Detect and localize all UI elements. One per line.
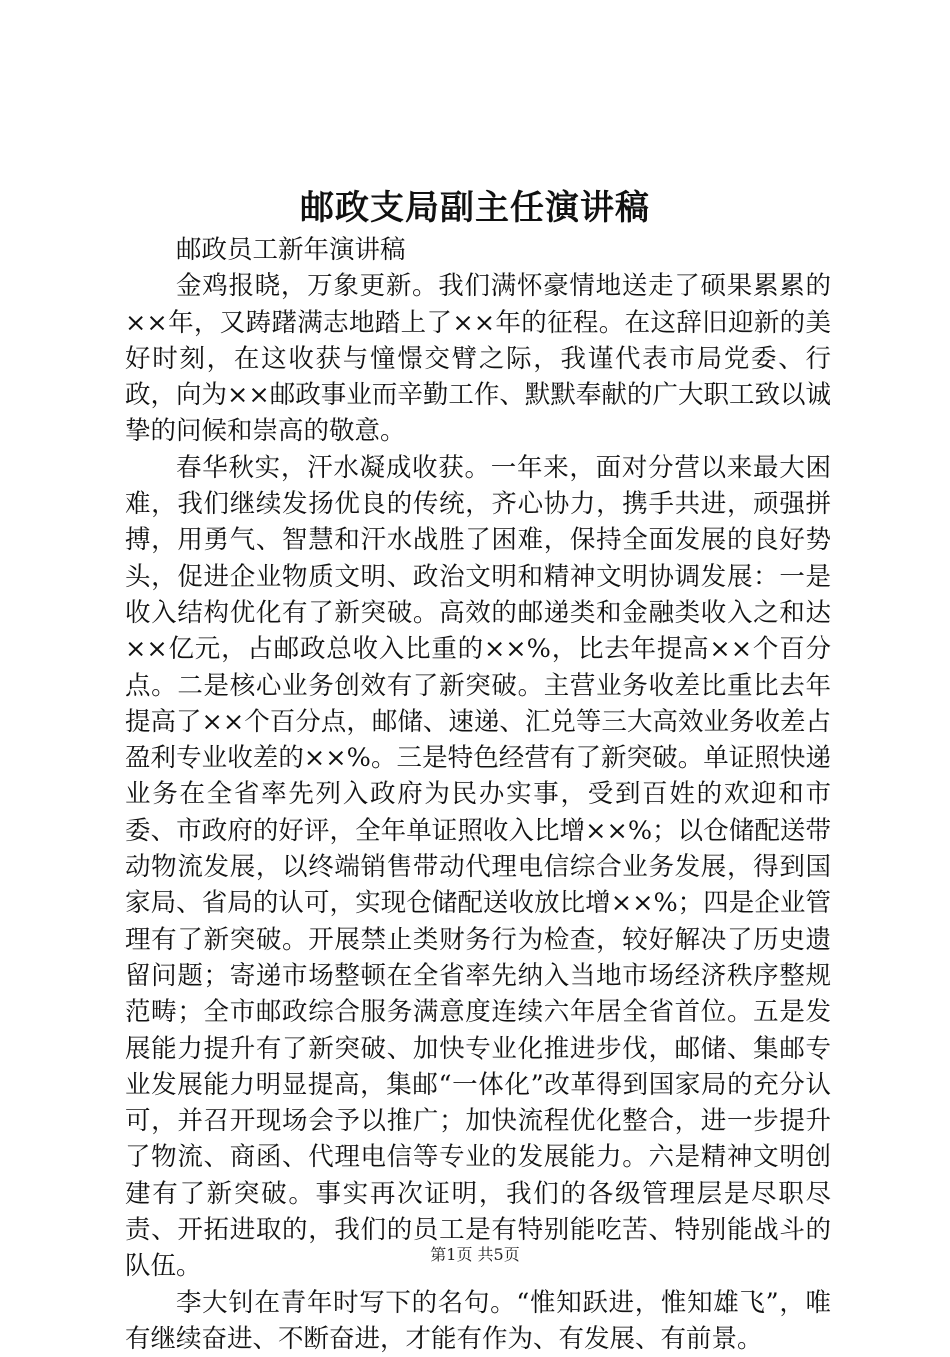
paragraph-greeting: 金鸡报晓，万象更新。我们满怀豪情地送走了硕果累累的××年，又踌躇满志地踏上了××年的征程。在这辞旧迎新的美好时刻，在这收获与憧憬交臂之际，我谨代表市局党委、行政，向为××邮政事业而辛勤工作、默默奉献的广大职工致以诚挚的问候和崇高的敬意。 — [125, 271, 831, 447]
document-title: 邮政支局副主任演讲稿 — [300, 188, 650, 228]
document-body — [125, 232, 831, 1357]
paragraph-subtitle: 邮政员工新年演讲稿 — [176, 235, 406, 265]
page-number: 第1页 共5页 — [430, 1245, 520, 1264]
paragraph-quote: 李大钊在青年时写下的名句。“惟知跃进，惟知雄飞”，唯有继续奋进、不断奋进，才能有作为、有发展、有前景。 — [125, 1287, 831, 1354]
paragraph-achievements: 春华秋实，汗水凝成收获。一年来，面对分营以来最大困难，我们继续发扬优良的传统，齐心协力，携手共进，顽强拼搏，用勇气、智慧和汗水战胜了困难，保持全面发展的良好势头，促进企业物质文明、政治文明和精神文明协调发展：一是收入结构优化有了新突破。高效的邮递类和金融类收入之和达××亿元，占邮政总收入比重的××%，比去年提高××个百分点。二是核心业务创效有了新突破。主营业务收差比重比去年提高了××个百分点，邮储、速递、汇兑等三大高效业务收差占盈利专业收差的××%。三是特色经营有了新突破。单证照快递业务在全省率先列入政府为民办实事，受到百姓的欢迎和市委、市政府的好评，全年单证照收入比增××%；以仓储配送带动物流发展，以终端销售带动代理电信综合业务发展，得到国家局、省局的认可，实现仓储配送收放比增××%；四是企业管理有了新突破。开展禁止类财务行为检查，较好解决了历史遗留问题；寄递市场整顿在全省率先纳入当地市场经济秩序整规范畴；全市邮政综合服务满意度连续六年居全省首位。五是发展能力提升有了新突破、加快专业化推进步伐，邮储、集邮专业发展能力明显提高，集邮“一体化”改革得到国家局的充分认可，并召开现场会予以推广；加快流程优化整合，进一步提升了物流、商函、代理电信等专业的发展能力。六是精神文明创建有了新突破。事实再次证明，我们的各级管理层是尽职尽责、开拓进取的，我们的员工是有特别能吃苦、特别能战斗的队伍。 — [125, 452, 831, 1282]
